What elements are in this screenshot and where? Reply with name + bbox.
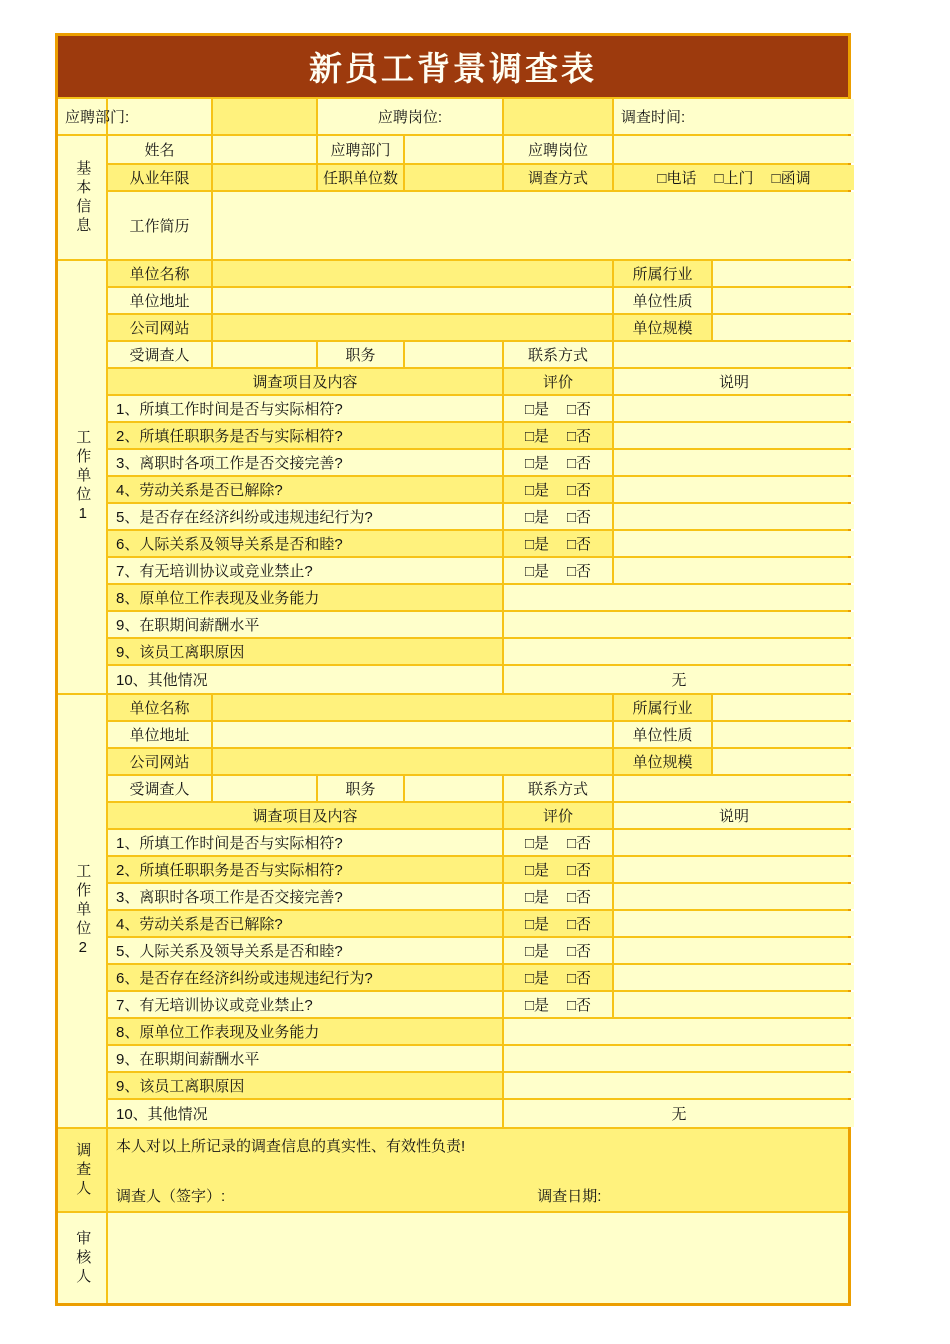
question-row [108, 1019, 848, 1046]
department-value-cell[interactable] [405, 136, 504, 163]
checkbox-no[interactable]: □否 [567, 428, 592, 445]
company-name-label: 单位名称 [108, 695, 213, 720]
checkbox-no[interactable]: □否 [567, 455, 592, 472]
evaluation-cell [504, 965, 614, 990]
note-cell[interactable] [614, 911, 854, 936]
question-text: 10、其他情况 [108, 1100, 504, 1127]
evaluation-cell [504, 938, 614, 963]
work-unit-section [58, 695, 848, 1129]
note-header: 说明 [614, 369, 854, 394]
respondent-row [108, 342, 848, 369]
note-cell[interactable] [614, 531, 854, 556]
survey-time-label: 调查时间: [614, 99, 854, 134]
position-label: 应聘岗位 [504, 136, 614, 163]
evaluation-header: 评价 [504, 369, 614, 394]
survey-method-label: 调查方式 [504, 165, 614, 190]
evaluation-cell [504, 531, 614, 556]
reviewer-label-cell [58, 1213, 108, 1303]
evaluation-cell [504, 884, 614, 909]
website-row [108, 749, 848, 776]
note-cell[interactable] [614, 477, 854, 502]
department-label: 应聘部门 [318, 136, 405, 163]
company-scale-label: 单位规模 [614, 315, 713, 340]
company-scale-value-cell[interactable] [713, 315, 854, 340]
question-text: 2、所填任职职务是否与实际相符? [108, 423, 504, 448]
investigator-label: 调查人 [74, 1141, 92, 1199]
job-title-value-cell[interactable] [405, 776, 504, 801]
checkbox-yes[interactable]: □是 [524, 563, 549, 580]
basic-info-section-label: 基本信息 [74, 159, 92, 236]
answer-cell[interactable]: 无 [504, 1100, 854, 1127]
work-unit-section [58, 261, 848, 695]
question-row [108, 423, 848, 450]
survey-date-label[interactable]: 调查日期: [537, 1188, 602, 1205]
checkbox-no[interactable]: □否 [567, 889, 592, 906]
note-cell[interactable] [614, 992, 854, 1017]
position-value-cell[interactable] [614, 136, 854, 163]
question-row [108, 938, 848, 965]
company-nature-value-cell[interactable] [713, 288, 854, 313]
evaluation-cell [504, 477, 614, 502]
checkbox-yes[interactable]: □是 [524, 997, 549, 1014]
answer-cell[interactable] [504, 585, 854, 610]
job-title-label: 职务 [318, 342, 405, 367]
respondent-row [108, 776, 848, 803]
respondent-value-cell[interactable] [213, 776, 318, 801]
company-address-label: 单位地址 [108, 288, 213, 313]
checkbox-no[interactable]: □否 [567, 563, 592, 580]
basic-info-section [58, 136, 848, 261]
apply-department-label: 应聘部门: [65, 109, 130, 126]
contact-label: 联系方式 [504, 776, 614, 801]
industry-value-cell[interactable] [713, 261, 854, 286]
work-unit-section-label: 工作单位2 [74, 862, 92, 960]
note-cell[interactable] [614, 450, 854, 475]
evaluation-cell [504, 992, 614, 1017]
answer-cell[interactable]: 无 [504, 666, 854, 693]
responsibility-statement: 本人对以上所记录的调查信息的真实性、有效性负责! [116, 1138, 466, 1155]
question-text: 7、有无培训协议或竞业禁止? [108, 992, 504, 1017]
basic-years-row [108, 165, 848, 192]
company-row [108, 695, 848, 722]
checkbox-yes[interactable]: □是 [524, 916, 549, 933]
company-address-label: 单位地址 [108, 722, 213, 747]
company-website-label: 公司网站 [108, 749, 213, 774]
industry-value-cell[interactable] [713, 695, 854, 720]
company-website-value-cell[interactable] [213, 315, 614, 340]
checkbox-no[interactable]: □否 [567, 943, 592, 960]
address-row [108, 722, 848, 749]
top-summary-row [58, 99, 848, 136]
evaluation-cell [504, 450, 614, 475]
question-row [108, 911, 848, 938]
checkbox-yes[interactable]: □是 [524, 970, 549, 987]
question-text: 1、所填工作时间是否与实际相符? [108, 830, 504, 855]
question-text: 9、在职期间薪酬水平 [108, 1046, 504, 1071]
company-row [108, 261, 848, 288]
question-row [108, 1046, 848, 1073]
note-cell[interactable] [614, 857, 854, 882]
work-unit-section-label-cell [58, 261, 108, 693]
basic-name-row [108, 136, 848, 165]
checkbox-yes[interactable]: □是 [524, 943, 549, 960]
question-text: 7、有无培训协议或竞业禁止? [108, 558, 504, 583]
question-row [108, 992, 848, 1019]
company-name-label: 单位名称 [108, 261, 213, 286]
checkbox-yes[interactable]: □是 [524, 455, 549, 472]
contact-value-cell[interactable] [614, 342, 854, 367]
company-name-value-cell[interactable] [213, 695, 614, 720]
evaluation-cell [504, 911, 614, 936]
question-text: 8、原单位工作表现及业务能力 [108, 585, 504, 610]
company-nature-label: 单位性质 [614, 722, 713, 747]
answer-cell[interactable] [504, 1073, 854, 1098]
checkbox-no[interactable]: □否 [567, 997, 592, 1014]
checkbox-letter[interactable]: □函调 [771, 170, 811, 187]
answer-cell[interactable] [504, 1019, 854, 1044]
checkbox-no[interactable]: □否 [567, 835, 592, 852]
website-row [108, 315, 848, 342]
name-value-cell[interactable] [213, 136, 318, 163]
company-address-value-cell[interactable] [213, 288, 614, 313]
work-years-label: 从业年限 [108, 165, 213, 190]
checkbox-no[interactable]: □否 [567, 401, 592, 418]
checkbox-yes[interactable]: □是 [524, 536, 549, 553]
checkbox-no[interactable]: □否 [567, 970, 592, 987]
evaluation-cell [504, 504, 614, 529]
checkbox-yes[interactable]: □是 [524, 428, 549, 445]
checkbox-yes[interactable]: □是 [524, 401, 549, 418]
question-text: 4、劳动关系是否已解除? [108, 911, 504, 936]
basic-info-section-label-cell [58, 136, 108, 259]
evaluation-cell [504, 830, 614, 855]
answer-cell[interactable] [504, 1046, 854, 1071]
blank-cell[interactable] [213, 99, 318, 134]
investigator-content-cell [108, 1129, 848, 1211]
question-row [108, 857, 848, 884]
investigator-signature-label[interactable]: 调查人（签字）: [116, 1188, 226, 1205]
signature-row [108, 1185, 848, 1206]
investigator-label-cell [58, 1129, 108, 1211]
evaluation-cell [504, 423, 614, 448]
question-row [108, 531, 848, 558]
note-cell[interactable] [614, 423, 854, 448]
checkbox-yes[interactable]: □是 [524, 889, 549, 906]
question-row [108, 639, 848, 666]
checkbox-yes[interactable]: □是 [524, 509, 549, 526]
note-cell[interactable] [614, 504, 854, 529]
question-text: 9、该员工离职原因 [108, 639, 504, 664]
company-address-value-cell[interactable] [213, 722, 614, 747]
question-row [108, 558, 848, 585]
note-cell[interactable] [614, 396, 854, 421]
question-header-row [108, 369, 848, 396]
work-unit-section-label-cell [58, 695, 108, 1127]
company-scale-value-cell[interactable] [713, 749, 854, 774]
industry-label: 所属行业 [614, 261, 713, 286]
respondent-label: 受调查人 [108, 776, 213, 801]
question-row [108, 450, 848, 477]
company-name-value-cell[interactable] [213, 261, 614, 286]
job-title-value-cell[interactable] [405, 342, 504, 367]
question-text: 2、所填任职职务是否与实际相符? [108, 857, 504, 882]
question-text: 9、该员工离职原因 [108, 1073, 504, 1098]
note-cell[interactable] [614, 884, 854, 909]
checkbox-no[interactable]: □否 [567, 916, 592, 933]
question-items-header: 调查项目及内容 [108, 803, 504, 828]
question-row [108, 666, 848, 693]
checkbox-yes[interactable]: □是 [524, 835, 549, 852]
respondent-label: 受调查人 [108, 342, 213, 367]
question-text: 1、所填工作时间是否与实际相符? [108, 396, 504, 421]
apply-department-label-cell [58, 99, 130, 134]
employer-count-label: 任职单位数 [318, 165, 405, 190]
question-row [108, 504, 848, 531]
question-row [108, 884, 848, 911]
contact-label: 联系方式 [504, 342, 614, 367]
note-cell[interactable] [614, 938, 854, 963]
reviewer-content-cell[interactable] [108, 1213, 848, 1303]
checkbox-no[interactable]: □否 [567, 509, 592, 526]
note-cell[interactable] [614, 558, 854, 583]
address-row [108, 288, 848, 315]
work-unit-section-label: 工作单位1 [74, 428, 92, 526]
note-header: 说明 [614, 803, 854, 828]
evaluation-cell [504, 396, 614, 421]
question-row [108, 965, 848, 992]
company-website-label: 公司网站 [108, 315, 213, 340]
question-items-header: 调查项目及内容 [108, 369, 504, 394]
evaluation-cell [504, 857, 614, 882]
background-check-form [55, 33, 851, 1306]
survey-method-options-cell [614, 165, 854, 190]
evaluation-cell [504, 558, 614, 583]
question-text: 3、离职时各项工作是否交接完善? [108, 450, 504, 475]
question-row [108, 1100, 848, 1127]
checkbox-no[interactable]: □否 [567, 862, 592, 879]
name-label: 姓名 [108, 136, 213, 163]
checkbox-no[interactable]: □否 [567, 482, 592, 499]
basic-resume-row [108, 192, 848, 259]
reviewer-label: 审核人 [74, 1229, 92, 1287]
job-title-label: 职务 [318, 776, 405, 801]
question-text: 6、是否存在经济纠纷或违规违纪行为? [108, 965, 504, 990]
company-website-value-cell[interactable] [213, 749, 614, 774]
respondent-value-cell[interactable] [213, 342, 318, 367]
checkbox-phone[interactable]: □电话 [657, 170, 697, 187]
reviewer-section [58, 1213, 848, 1303]
question-header-row [108, 803, 848, 830]
question-text: 5、人际关系及领导关系是否和睦? [108, 938, 504, 963]
apply-position-value-cell[interactable] [504, 99, 614, 134]
form-title: 新员工背景调查表 [58, 36, 848, 99]
company-scale-label: 单位规模 [614, 749, 713, 774]
resume-value-cell[interactable] [213, 192, 854, 259]
question-text: 6、人际关系及领导关系是否和睦? [108, 531, 504, 556]
evaluation-header: 评价 [504, 803, 614, 828]
checkbox-yes[interactable]: □是 [524, 862, 549, 879]
answer-cell[interactable] [504, 612, 854, 637]
question-text: 8、原单位工作表现及业务能力 [108, 1019, 504, 1044]
answer-cell[interactable] [504, 639, 854, 664]
question-row [108, 396, 848, 423]
apply-position-label: 应聘岗位: [318, 99, 504, 134]
note-cell[interactable] [614, 965, 854, 990]
question-text: 3、离职时各项工作是否交接完善? [108, 884, 504, 909]
contact-value-cell[interactable] [614, 776, 854, 801]
question-row [108, 477, 848, 504]
checkbox-no[interactable]: □否 [567, 536, 592, 553]
employer-count-value-cell[interactable] [405, 165, 504, 190]
question-text: 9、在职期间薪酬水平 [108, 612, 504, 637]
checkbox-visit[interactable]: □上门 [714, 170, 754, 187]
investigator-section [58, 1129, 848, 1213]
company-nature-value-cell[interactable] [713, 722, 854, 747]
industry-label: 所属行业 [614, 695, 713, 720]
question-text: 5、是否存在经济纠纷或违规违纪行为? [108, 504, 504, 529]
question-text: 10、其他情况 [108, 666, 504, 693]
company-nature-label: 单位性质 [614, 288, 713, 313]
question-row [108, 612, 848, 639]
checkbox-yes[interactable]: □是 [524, 482, 549, 499]
question-row [108, 830, 848, 857]
question-text: 4、劳动关系是否已解除? [108, 477, 504, 502]
resume-label: 工作简历 [108, 192, 213, 259]
question-row [108, 1073, 848, 1100]
work-years-value-cell[interactable] [213, 165, 318, 190]
note-cell[interactable] [614, 830, 854, 855]
question-row [108, 585, 848, 612]
